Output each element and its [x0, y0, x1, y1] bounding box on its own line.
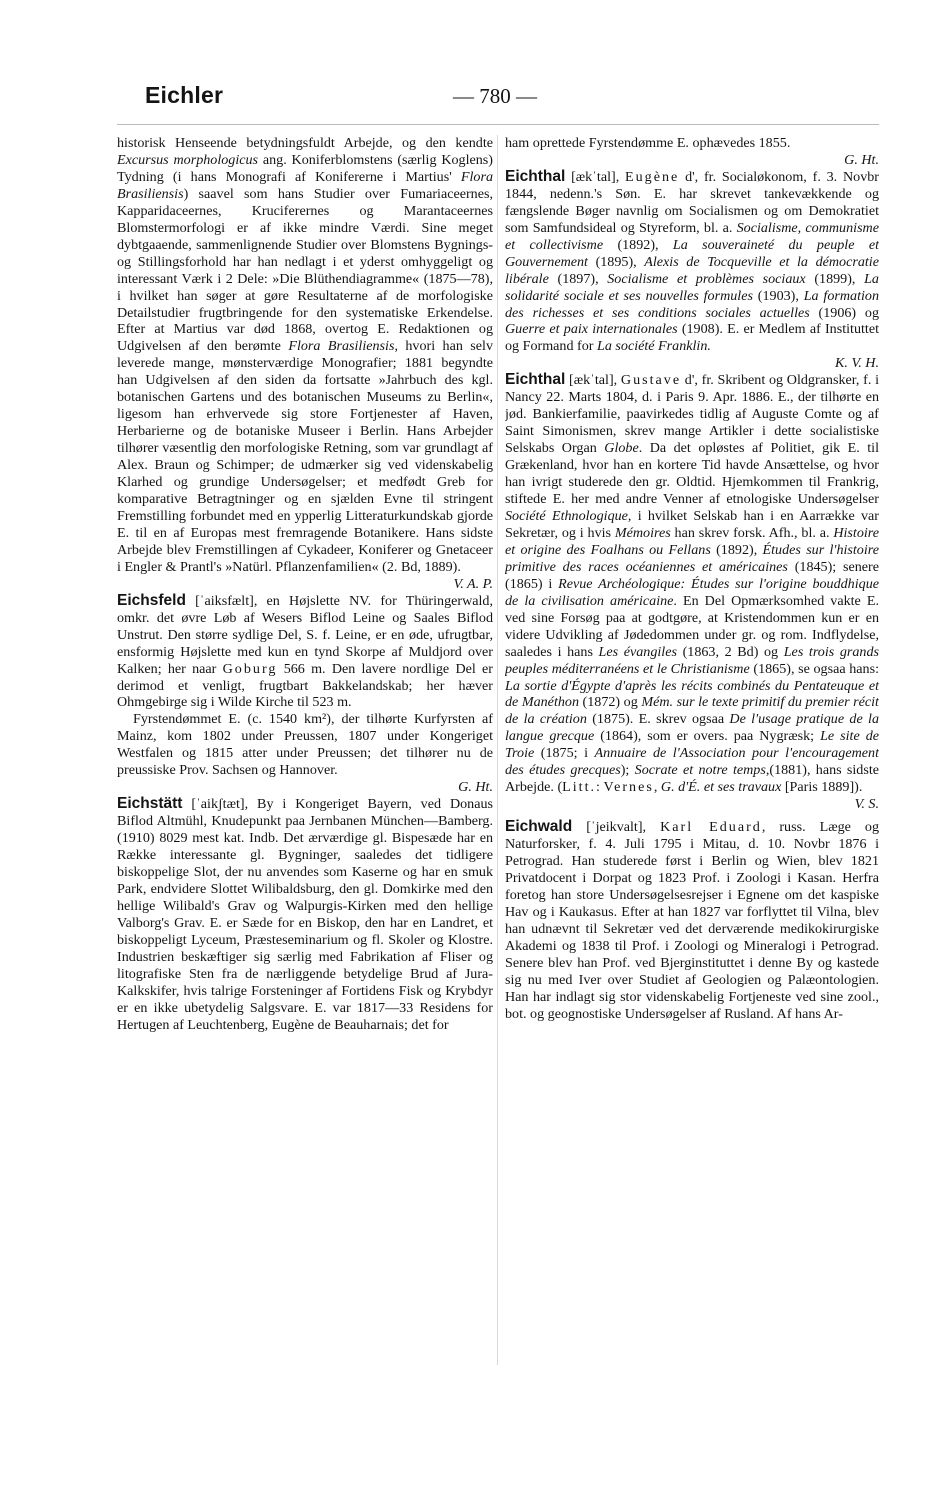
page-number: — 780 — [453, 84, 537, 108]
entry-eichsfeld: Eichsfeld [ˈaiksfælt], en Højslette NV. for Thüringerwald, omkr. det øvre Løb af Wesers Biflod Leine og Saales Biflod Unstrut. Den større sydlige Del, S. f. Leine, er en øde, ufrugtbar, ensformig Højslette med kun en tynd Skorpe af Muldjord over Kalken; her naar Goburg 566 m. Den lavere nordlige Del er derimod et venligt, frugtbart Bakkelandskab; her hæver Ohmgebirge sig i Wilde Kirche til 523 m. [117, 591, 493, 711]
header-rule [117, 124, 879, 125]
headword: Eichwald [505, 818, 573, 836]
right-column [505, 135, 879, 1365]
guide-word: Eichler [145, 82, 224, 108]
author-signature: G. Ht. [844, 151, 879, 168]
entry-eichsfeld-para2: Fyrstendømmet E. (c. 1540 km²), der tilhørte Kurfyrsten af Mainz, kom 1802 under Preussen, 1807 under Kongeriget Westfalen og 1815 atter under Preussen; det tilhører nu de preussiske Prov. Sachsen og Hannover. G. Ht. [117, 711, 493, 796]
author-signature: V. S. [854, 796, 879, 813]
column-divider [497, 135, 498, 1365]
page-header [117, 82, 877, 122]
entry-eichthal-eugene: Eichthal [ækˈtal], Eugène d', fr. Socialøkonom, f. 3. Novbr 1844, nedenn.'s Søn. E. har skrevet tankevækkende og fængslende Bøger navnlig om Socialismen og om Demokratiet som Samfundsideal og Styreform, bl. a. Socialisme, communisme et collectivisme (1892), La souveraineté du peuple et Gouvernement (1895), Alexis de Tocqueville et la démocratie libérale (1897), Socialisme et problèmes sociaux (1899), La solidarité sociale et ses nouvelles formules (1903), La formation des richesses et ses conditions sociales actuelles (1906) og Guerre et paix internationales (1908). E. er Medlem af Instituttet og Formand for La société Franklin. K. V. H. [505, 167, 879, 372]
author-signature: K. V. H. [835, 355, 879, 372]
left-column [117, 135, 493, 1365]
headword: Eichstätt [117, 795, 183, 813]
entry-eichthal-gustave: Eichthal [ækˈtal], Gustave d', fr. Skribent og Oldgransker, f. i Nancy 22. Marts 1804, d. i Paris 9. Apr. 1886. E., der tilhørte en jød. Bankierfamilie, paavirkedes tidlig af Auguste Comte og af Saint Simonismen, skrev mange Artikler i dette socialistiske Selskabs Organ Globe. Da det opløstes af Politiet, gik E. til Grækenland, hvor han en kortere Tid havde Ansættelse, og hvor han ivrigt studerede den gr. Oldtid. Hjemkommen til Frankrig, stiftede E. her med andre Venner af etnologiske Undersøgelser Société Ethnologique, i hvilket Selskab han i en Aarrække var Sekretær, og i hvis Mémoires han skrev forsk. Afh., bl. a. Histoire et origine des Foalhans ou Fellans (1892), Études sur l'histoire primitive des races océaniennes et américaines (1845); senere (1865) i Revue Archéologique: Études sur l'origine bouddhique de la civilisation américaine. En Del Opmærksomhed vakte E. ved sine Forsøg paa at godtgøre, at Kristendommen kun er en videre Udvikling af Jødedommen under gr. og rom. Indflydelse, saaledes i hans Les évangiles (1863, 2 Bd) og Les trois grands peuples méditerranéens et le Christianisme (1865), se ogsaa hans: La sortie d'Égypte d'après les récits combinés du Pentateuque et de Manéthon (1872) og Mém. sur le texte primitif du premier récit de la création (1875). E. skrev ogsaa De l'usage pratique de la langue grecque (1864), som er overs. paa Nygræsk; Le site de Troie (1875; i Annuaire de l'Association pour l'encouragement des études grecques); Socrate et notre temps,(1881), hans sidste Arbejde. (Litt.: Vernes, G. d'É. et ses travaux [Paris 1889]). V. S. [505, 371, 879, 813]
entry-eichler-continued: historisk Henseende betydningsfuldt Arbejde, og den kendte Excursus morphologicus ang. Koniferblomstens (særlig Koglens) Tydning (i hans Monografi af Konifererne i Martius' Flora Brasiliensis) saavel som hans Studier over Fumariaceernes, Kapparidaceernes, Kruciferernes og Marantaceernes Blomstermorfologi er af ikke mindre Værdi. Sine meget dybtgaaende, sammenlignende Studier over Blomstens Bygnings- og Stillingsforhold har han nedlagt i et yderst omhyggeligt og interessant Værk i 2 Dele: »Die Blüthendiagramme« (1875—78), i hvilket han søger at gøre Resultaterne af de morfologiske Detailstudier frugtbringende for den systematiske Erkendelse. Efter at Martius var død 1868, overtog E. Redaktionen og Udgivelsen af den berømte Flora Brasiliensis, hvori han selv leverede mange, mønsterværdige Monografier; 1881 begyndte han Udgivelsen af den siden da fortsatte »Jahrbuch des kgl. botanischen Gartens und des botanischen Museums zu Berlin«, ligesom han erhvervede sig store Fortjenester af Haven, Herbarierne og de botaniske Museer i Berlin. Hans Arbejder tilhører væsentlig den morfologiske Retning, som var grundlagt af Alex. Braun og Schimper; de udmærker sig ved videnskabelig Klarhed og grundige Undersøgelser; et medfødt Greb for komparative Betragtninger og en sjælden Evne til stringent Fremstilling forbundet med en ypperlig Litteraturkundskab gjorde E. til en af Europas mest fremragende Botanikere. Hans sidste Arbejde blev Fremstillingen af Cykadeer, Koniferer og Gnetaceer i Engler & Prantl's »Natürl. Pflanzenfamilien« (2. Bd, 1889). V. A. P. [117, 135, 493, 592]
headword: Eichthal [505, 371, 566, 389]
entry-eichwald: Eichwald [ˈjeikvalt], Karl Eduard, russ. Læge og Naturforsker, f. 4. Juli 1795 i Mitau, d. 10. Novbr 1876 i Petrograd. Han studerede først i Berlin og Wien, blev 1821 Privatdocent i Dorpat og 1823 Prof. i Zoologi i Kasan. Herfra foretog han store Undersøgelsesrejser i Egnene om det kaspiske Hav og i Kaukasus. Efter at han 1827 var forflyttet til Vilna, blev han udnævnt til Sekretær ved det derværende medikokirurgiske Akademi og 1838 til Prof. i Zoologi og Mineralogi i Petrograd. Senere blev han Prof. ved Bjerginstituttet i denne By og kastede sig nu med Iver over Studiet af Geologien og Palæontologien. Han har indlagt sig stor videnskabelig Fortjeneste ved sine zool., bot. og geognostiske Undersøgelser af Rusland. Af hans Ar- [505, 818, 879, 1022]
entry-eichstaett: Eichstätt [ˈaikʃtæt], By i Kongeriget Bayern, ved Donaus Biflod Altmühl, Knudepunkt paa Jernbanen München—Bamberg. (1910) 8029 mest kat. Indb. Det ærværdige gl. Bispesæde har en Række interessante gl. Bygninger, saaledes det tidligere biskoppelige Slot, der nu anvendes som Kaserne og har en smuk Park, endvidere Slottet Wilibaldsburg, den gl. Domkirke med den hellige Wilibald's Grav og Walpurgis-Kirken med den hellige Valborg's Grav. E. er Sæde for en Biskop, den har en Landret, et biskoppeligt Lyceum, Præsteseminarium og fl. Skoler og Klostre. Industrien beskæftiger sig særlig med Fabrikation af Fliser og litografiske Sten fra de nærliggende betydelige Brud af Jura-Kalkskifer, hvis talrige Forsteninger af Fortidens Fisk og Krybdyr er en ikke ubetydelig Salgsvare. E. var 1817—33 Residens for Hertugen af Leuchtenberg, Eugène de Beauharnais; det for [117, 795, 493, 1033]
author-signature: V. A. P. [453, 575, 493, 592]
entry-eichstaett-continued: ham oprettede Fyrstendømme E. ophævedes 1855. G. Ht. [505, 135, 879, 168]
headword: Eichthal [505, 167, 566, 185]
author-signature: G. Ht. [458, 779, 493, 796]
headword: Eichsfeld [117, 591, 186, 609]
